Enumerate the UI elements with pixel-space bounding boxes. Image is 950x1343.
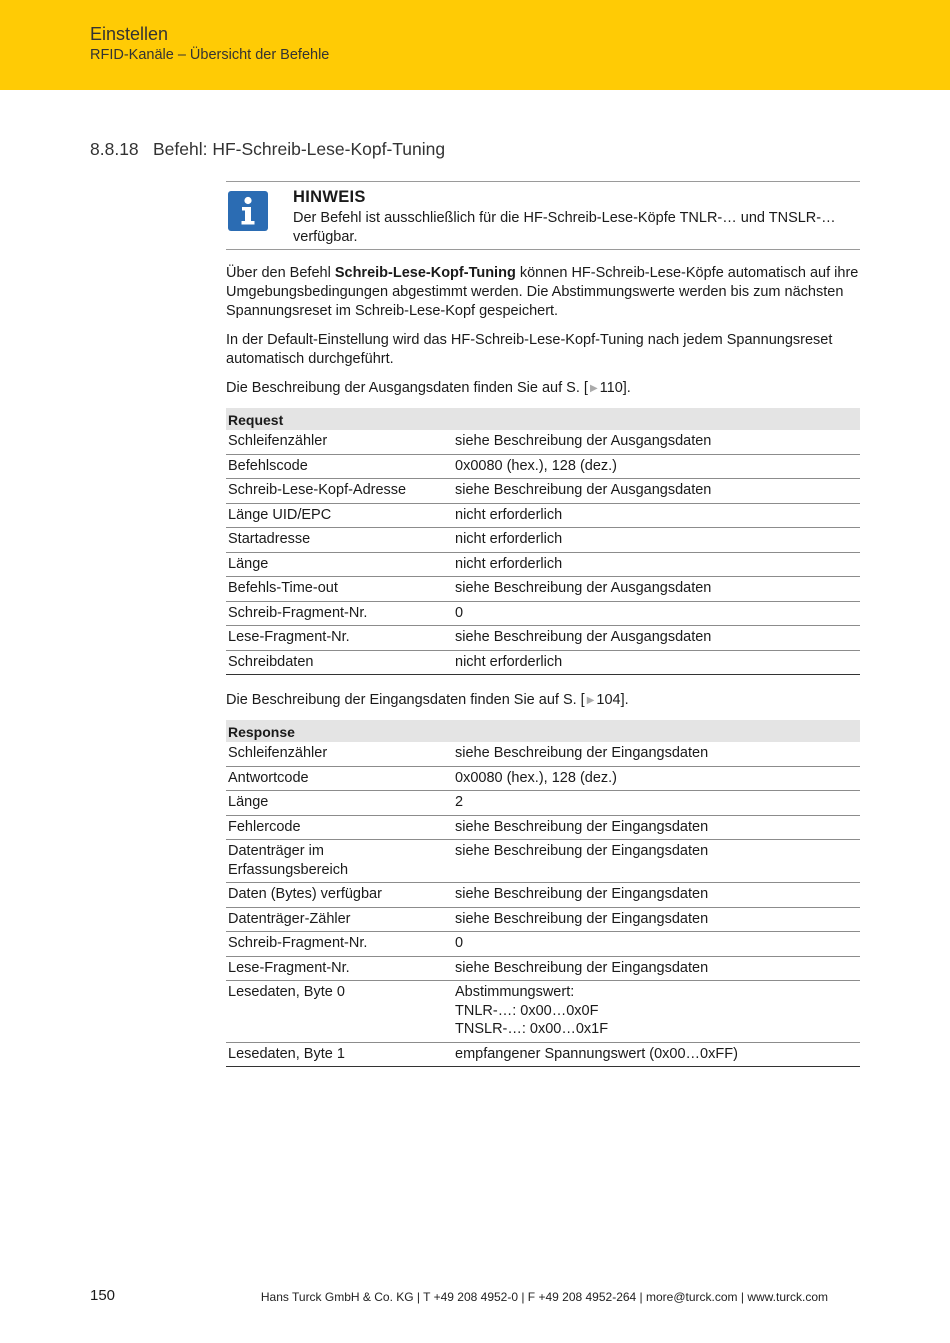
table-row	[226, 577, 860, 602]
response-table	[226, 720, 860, 1067]
default-paragraph: In der Default-Einstellung wird das HF-Schreib-Lese-Kopf-Tuning nach jedem Spannungsreset automatisch durchgeführt.	[226, 332, 833, 367]
value-cell: 0x0080 (hex.), 128 (dez.)	[453, 766, 860, 791]
table-row	[226, 956, 860, 981]
table-row	[226, 1042, 860, 1067]
parameter-cell: Lese-Fragment-Nr.	[226, 626, 453, 651]
parameter-cell: Daten (Bytes) verfügbar	[226, 883, 453, 908]
parameter-cell: Schreib-Fragment-Nr.	[226, 601, 453, 626]
table-row	[226, 650, 860, 675]
arrow-right-icon: ▶	[589, 383, 598, 394]
parameter-cell: Schreib-Lese-Kopf-Adresse	[226, 479, 453, 504]
intro-text-start: Über den Befehl	[226, 265, 335, 281]
table-row	[226, 528, 860, 553]
parameter-cell: Startadresse	[226, 528, 453, 553]
request-table-header: Request	[226, 408, 860, 430]
command-name: Schreib-Lese-Kopf-Tuning	[334, 265, 516, 281]
table-row	[226, 601, 860, 626]
parameter-cell: Datenträger-Zähler	[226, 907, 453, 932]
value-cell: siehe Beschreibung der Eingangsdaten	[453, 742, 860, 766]
parameter-cell: Schleifenzähler	[226, 430, 453, 454]
page-number: 150	[90, 1287, 116, 1304]
value-cell: empfangener Spannungswert (0x00…0xFF)	[453, 1042, 860, 1067]
value-cell: 0	[453, 932, 860, 957]
value-cell: Abstimmungswert: TNLR-…: 0x00…0x0F TNSLR-…: 0x00…0x1F	[453, 981, 860, 1043]
parameter-cell: Datenträger im Erfassungsbereich	[226, 840, 453, 883]
notice-title: HINWEIS	[293, 188, 366, 206]
output-reference-link[interactable]: 110	[599, 380, 623, 396]
value-cell: 2	[453, 791, 860, 816]
table-row	[226, 430, 860, 454]
request-table	[226, 408, 860, 675]
table-row	[226, 883, 860, 908]
parameter-cell: Fehlercode	[226, 815, 453, 840]
notice-text: Der Befehl ist ausschließlich für die HF-Schreib-Lese-Köpfe TNLR-… und TNSLR-… verfügbar.	[293, 210, 836, 245]
value-cell: nicht erforderlich	[453, 650, 860, 675]
header-band	[0, 0, 950, 90]
table-row	[226, 742, 860, 766]
notice-box	[226, 181, 860, 250]
table-row	[226, 766, 860, 791]
parameter-cell: Länge	[226, 552, 453, 577]
chapter-subtitle: RFID-Kanäle – Übersicht der Befehle	[90, 47, 330, 63]
table-row	[226, 503, 860, 528]
parameter-cell: Schreibdaten	[226, 650, 453, 675]
value-cell: nicht erforderlich	[453, 528, 860, 553]
value-cell: siehe Beschreibung der Eingangsdaten	[453, 956, 860, 981]
value-cell: nicht erforderlich	[453, 552, 860, 577]
section-title: Befehl: HF-Schreib-Lese-Kopf-Tuning	[153, 139, 446, 159]
value-cell: 0	[453, 601, 860, 626]
parameter-cell: Befehlscode	[226, 454, 453, 479]
parameter-cell: Schreib-Fragment-Nr.	[226, 932, 453, 957]
input-reference: Die Beschreibung der Eingangsdaten finden Sie auf S. [ ▶ 104].	[226, 692, 629, 708]
intro-text-end: können HF-Schreib-Lese-Köpfe automatisch auf ihre Umgebungsbedingungen abgestimmt werden. Die Abstimmungswerte werden bis zum nächsten Spannungsreset im Schreib-Lese-Kopf gespeichert.	[226, 265, 859, 319]
section-number: 8.8.18	[90, 139, 139, 159]
table-row	[226, 907, 860, 932]
value-cell: siehe Beschreibung der Eingangsdaten	[453, 815, 860, 840]
table-row	[226, 791, 860, 816]
table-row	[226, 840, 860, 883]
parameter-cell: Lese-Fragment-Nr.	[226, 956, 453, 981]
intro-paragraph	[226, 264, 860, 321]
value-cell: 0x0080 (hex.), 128 (dez.)	[453, 454, 860, 479]
value-cell: siehe Beschreibung der Eingangsdaten	[453, 883, 860, 908]
value-cell: siehe Beschreibung der Eingangsdaten	[453, 840, 860, 883]
parameter-cell: Lesedaten, Byte 0	[226, 981, 453, 1043]
footer-contact: Hans Turck GmbH & Co. KG | T +49 208 4952-0 | F +49 208 4952-264 | more@turck.com | www.turck.com	[260, 1290, 828, 1304]
parameter-cell: Lesedaten, Byte 1	[226, 1042, 453, 1067]
parameter-cell: Befehls-Time-out	[226, 577, 453, 602]
value-cell: siehe Beschreibung der Ausgangsdaten	[453, 577, 860, 602]
parameter-cell: Antwortcode	[226, 766, 453, 791]
response-table-header: Response	[226, 720, 860, 742]
value-cell: siehe Beschreibung der Ausgangsdaten	[453, 626, 860, 651]
table-row	[226, 454, 860, 479]
table-row	[226, 815, 860, 840]
table-row	[226, 981, 860, 1043]
parameter-cell: Länge UID/EPC	[226, 503, 453, 528]
table-row	[226, 626, 860, 651]
table-row	[226, 552, 860, 577]
value-cell: siehe Beschreibung der Ausgangsdaten	[453, 479, 860, 504]
section-heading	[90, 139, 445, 160]
value-cell: siehe Beschreibung der Eingangsdaten	[453, 907, 860, 932]
arrow-right-icon: ▶	[586, 695, 595, 706]
value-cell: nicht erforderlich	[453, 503, 860, 528]
table-row	[226, 479, 860, 504]
info-icon	[228, 191, 268, 231]
output-reference: Die Beschreibung der Ausgangsdaten finden Sie auf S. [ ▶ 110].	[226, 380, 631, 396]
value-cell: siehe Beschreibung der Ausgangsdaten	[453, 430, 860, 454]
parameter-cell: Schleifenzähler	[226, 742, 453, 766]
parameter-cell: Länge	[226, 791, 453, 816]
input-reference-link[interactable]: 104	[596, 692, 621, 708]
chapter-title: Einstellen	[90, 24, 169, 44]
table-row	[226, 932, 860, 957]
